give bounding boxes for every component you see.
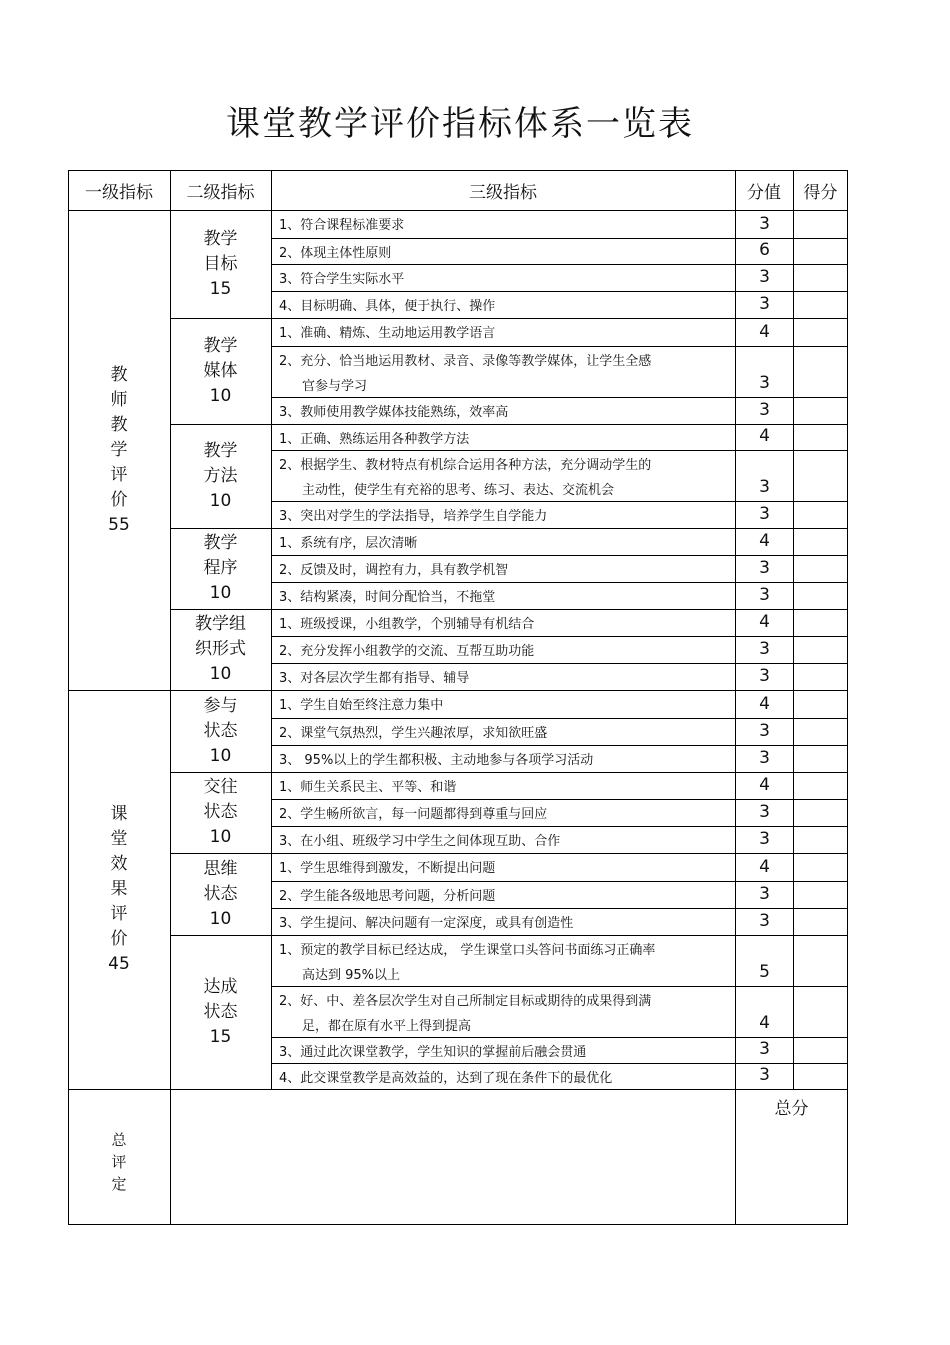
score-value: 3: [759, 911, 770, 931]
level2-label: 交往: [203, 777, 238, 797]
score-value: 3: [759, 748, 770, 768]
row-divider: [271, 238, 848, 239]
level2-divider: [170, 690, 271, 691]
level2-points: 10: [209, 908, 232, 929]
level2-label: 状态: [203, 802, 238, 822]
score-value: 3: [759, 884, 770, 904]
level1-divider: [68, 690, 170, 691]
score-value: 3: [759, 214, 770, 234]
indicator-text: 2、学生畅所欲言，每一问题都得到尊重与回应: [279, 807, 548, 822]
score-value: 3: [759, 504, 770, 524]
score-value: 4: [759, 775, 770, 795]
score-value: 3: [759, 558, 770, 578]
level2-label: 教学: [203, 440, 238, 461]
score-value: 3: [759, 373, 770, 393]
row-divider: [271, 450, 848, 451]
level2-divider: [170, 609, 271, 610]
indicator-text: 1、准确、精炼、生动地运用教学语言: [279, 326, 496, 341]
level2-points: 15: [209, 278, 232, 299]
level2-points: 10: [209, 664, 232, 684]
row-divider: [271, 291, 848, 292]
indicator-text: 3、在小组、班级学习中学生之间体现互助、合作: [279, 834, 561, 849]
indicator-text: 3、教师使用教学媒体技能熟练，效率高: [279, 405, 509, 420]
row-divider: [271, 1063, 848, 1064]
score-value: 3: [759, 1065, 770, 1085]
level2-label: 思维: [203, 858, 238, 879]
summary-divider: [68, 1089, 848, 1090]
level1-label-char: 价: [110, 489, 128, 510]
level2-points: 10: [209, 385, 232, 406]
row-divider: [271, 745, 848, 746]
score-value: 4: [759, 694, 770, 714]
table-border-left: [68, 170, 69, 1224]
row-divider: [271, 986, 848, 987]
level2-points: 10: [209, 745, 232, 766]
score-value: 3: [759, 802, 770, 822]
score-value: 3: [759, 1039, 770, 1059]
indicator-text: 主动性，使学生有充裕的思考、练习、表达、交流机会: [302, 483, 615, 498]
summary-label-char: 定: [111, 1175, 127, 1193]
level2-label: 织形式: [195, 639, 246, 659]
indicator-text: 2、根据学生、教材特点有机综合运用各种方法，充分调动学生的: [279, 458, 652, 473]
indicator-text: 3、突出对学生的学法指导，培养学生自学能力: [279, 509, 548, 524]
page-title: 课堂教学评价指标体系一览表: [226, 104, 694, 144]
level2-divider: [170, 935, 271, 936]
score-value: 6: [759, 240, 770, 260]
level2-label: 参与: [203, 695, 238, 716]
header-divider: [68, 210, 848, 211]
indicator-text: 1、符合课程标准要求: [279, 218, 405, 233]
row-divider: [271, 772, 848, 773]
column-divider: [793, 170, 794, 1089]
row-divider: [271, 853, 848, 854]
score-value: 3: [759, 400, 770, 420]
row-divider: [271, 555, 848, 556]
indicator-text: 1、学生思维得到激发，不断提出问题: [279, 861, 496, 876]
indicator-text: 足，都在原有水平上得到提高: [302, 1019, 472, 1034]
indicator-text: 3、学生提问、解决问题有一定深度，或具有创造性: [279, 916, 574, 931]
level1-label-char: 学: [110, 439, 128, 460]
level1-points: 45: [108, 954, 130, 974]
header-level1: 一级指标: [85, 183, 153, 203]
row-divider: [271, 718, 848, 719]
level2-points: 10: [209, 583, 232, 603]
score-value: 3: [759, 829, 770, 849]
level2-label: 媒体: [203, 360, 238, 381]
column-divider: [271, 170, 272, 1089]
header-level2: 二级指标: [186, 183, 255, 203]
summary-label-char: 总: [111, 1131, 127, 1149]
indicator-text: 1、师生关系民主、平等、和谐: [279, 780, 457, 795]
score-value: 3: [759, 294, 770, 314]
level2-points: 10: [209, 827, 232, 847]
level2-label: 教学: [203, 533, 238, 553]
level1-label-char: 评: [110, 464, 128, 485]
level1-points: 55: [108, 514, 130, 535]
row-divider: [271, 318, 848, 319]
row-divider: [271, 264, 848, 265]
indicator-text: 3、结构紧凑，时间分配恰当，不拖堂: [279, 590, 496, 605]
row-divider: [271, 636, 848, 637]
level2-label: 目标: [203, 253, 238, 274]
indicator-text: 3、符合学生实际水平: [279, 272, 405, 287]
level2-divider: [170, 424, 271, 425]
indicator-text: 3、 95%以上的学生都积极、主动地参与各项学习活动: [279, 753, 594, 768]
row-divider: [271, 501, 848, 502]
score-value: 3: [759, 477, 770, 497]
table-border-bottom: [68, 1224, 848, 1225]
row-divider: [271, 690, 848, 691]
indicator-text: 2、体现主体性原则: [279, 246, 392, 261]
indicator-text: 高达到 95%以上: [302, 968, 401, 983]
score-value: 3: [759, 666, 770, 686]
row-divider: [271, 799, 848, 800]
score-value: 3: [759, 267, 770, 287]
total-score-label: 总分: [774, 1099, 809, 1119]
level2-label: 状态: [203, 1001, 238, 1022]
level1-label-char: 教: [110, 414, 128, 435]
row-divider: [271, 826, 848, 827]
indicator-text: 官参与学习: [302, 379, 368, 394]
level2-divider: [170, 772, 271, 773]
row-divider: [271, 424, 848, 425]
row-divider: [271, 397, 848, 398]
level2-label: 方法: [203, 465, 238, 486]
score-value: 4: [759, 612, 770, 632]
level2-divider: [170, 528, 271, 529]
indicator-text: 4、此交课堂教学是高效益的，达到了现在条件下的最优化: [279, 1071, 613, 1086]
row-divider: [271, 582, 848, 583]
score-value: 3: [759, 639, 770, 659]
indicator-text: 2、反馈及时，调控有力，具有教学机智: [279, 563, 509, 578]
level2-divider: [170, 318, 271, 319]
level2-points: 10: [209, 490, 232, 511]
score-value: 4: [759, 426, 770, 446]
indicator-text: 3、通过此次课堂教学，学生知识的掌握前后融会贯通: [279, 1045, 587, 1060]
level2-label: 程序: [203, 558, 238, 578]
row-divider: [271, 881, 848, 882]
level1-label-char: 价: [110, 929, 128, 949]
level1-label-char: 堂: [110, 829, 128, 849]
table-border-right: [847, 170, 848, 1224]
level1-label-char: 果: [110, 879, 128, 899]
indicator-text: 1、系统有序，层次清晰: [279, 536, 418, 551]
level1-label-char: 师: [110, 389, 128, 410]
indicator-text: 1、正确、熟练运用各种教学方法: [279, 432, 470, 447]
level2-label: 达成: [203, 976, 238, 997]
summary-label-char: 评: [111, 1153, 127, 1171]
indicator-text: 2、好、中、差各层次学生对自己所制定目标或期待的成果得到满: [279, 994, 652, 1009]
row-divider: [271, 935, 848, 936]
level1-label-char: 评: [110, 904, 128, 924]
table-border-top: [68, 170, 848, 171]
header-earned: 得分: [803, 183, 838, 203]
indicator-text: 2、课堂气氛热烈，学生兴趣浓厚，求知欲旺盛: [279, 726, 548, 741]
row-divider: [271, 528, 848, 529]
indicator-text: 2、充分发挥小组教学的交流、互帮互助功能: [279, 644, 535, 659]
score-value: 5: [759, 962, 770, 982]
indicator-text: 1、班级授课，小组教学，个别辅导有机结合: [279, 617, 535, 632]
level2-points: 15: [209, 1026, 232, 1047]
level2-label: 教学: [203, 335, 238, 356]
header-score: 分值: [747, 183, 781, 203]
indicator-text: 1、学生自始至终注意力集中: [279, 698, 444, 713]
score-value: 4: [759, 322, 770, 342]
score-value: 4: [759, 857, 770, 877]
level1-label-char: 效: [110, 854, 128, 874]
indicator-text: 4、目标明确、具体，便于执行、操作: [279, 299, 496, 314]
score-value: 4: [759, 1013, 770, 1033]
row-divider: [271, 1037, 848, 1038]
row-divider: [271, 908, 848, 909]
level2-label: 教学: [203, 228, 238, 249]
row-divider: [271, 346, 848, 347]
level2-divider: [170, 853, 271, 854]
level2-label: 状态: [203, 720, 238, 741]
level2-label: 教学组: [195, 614, 246, 634]
indicator-text: 1、预定的教学目标已经达成， 学生课堂口头答问书面练习正确率: [279, 943, 656, 958]
score-value: 3: [759, 721, 770, 741]
indicator-text: 2、充分、恰当地运用教材、录音、录像等教学媒体，让学生全感: [279, 354, 652, 369]
score-value: 4: [759, 531, 770, 551]
header-level3: 三级指标: [469, 183, 537, 203]
indicator-text: 3、对各层次学生都有指导、辅导: [279, 671, 470, 686]
level2-label: 状态: [203, 883, 238, 904]
level1-label-char: 课: [110, 804, 128, 824]
indicator-text: 2、学生能各级地思考问题，分析问题: [279, 889, 496, 904]
score-value: 3: [759, 585, 770, 605]
row-divider: [271, 663, 848, 664]
row-divider: [271, 609, 848, 610]
level1-label-char: 教: [110, 364, 128, 385]
